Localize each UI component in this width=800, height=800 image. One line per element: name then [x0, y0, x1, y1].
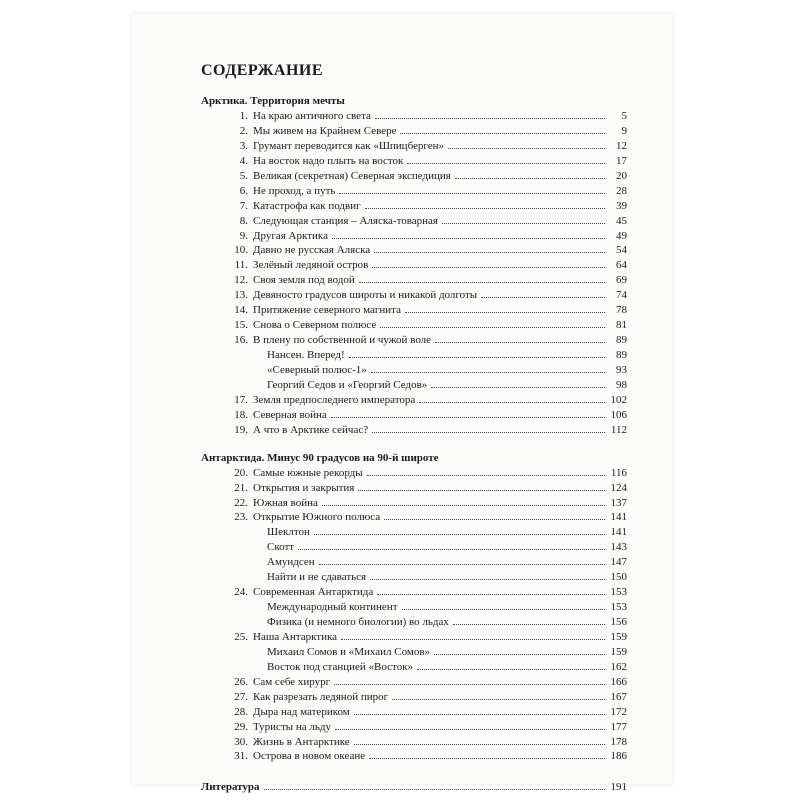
dot-leader	[314, 534, 605, 535]
entry-page-number: 89	[616, 334, 627, 347]
entry-title: Шеклтон	[267, 526, 310, 539]
entry-page-number: 191	[610, 781, 627, 794]
dot-leader	[354, 744, 605, 745]
toc-entry	[197, 720, 627, 735]
entry-title: Восток под станцией «Восток»	[267, 660, 414, 673]
toc-subentry	[197, 600, 627, 615]
toc-subentry	[197, 378, 627, 393]
entry-number: 1.	[239, 110, 248, 122]
entry-number: 5.	[239, 169, 248, 182]
toc-subentry	[197, 348, 627, 363]
entry-title: Найти и не сдаваться	[267, 571, 367, 584]
entry-title: Грумант переводится как «Шпицберген»	[253, 139, 445, 152]
entry-title: На восток надо плыть на восток	[253, 154, 404, 167]
entry-page-number: 177	[610, 720, 627, 733]
entry-number: 12.	[234, 274, 248, 287]
entry-page-number: 9	[621, 124, 627, 137]
toc-subentry	[197, 645, 627, 660]
dot-leader	[442, 223, 605, 224]
entry-title: Дыра над материком	[253, 705, 350, 718]
entry-number: 26.	[234, 675, 248, 688]
entry-page-number: 159	[610, 645, 627, 658]
entry-title: Туристы на льду	[253, 720, 332, 733]
toc-entry	[197, 423, 627, 438]
dot-leader	[377, 594, 605, 595]
entry-title: Давно не русская Аляска	[253, 244, 371, 257]
entry-number: 2.	[239, 124, 248, 137]
book-page	[132, 14, 672, 794]
entry-number: 17.	[234, 393, 248, 406]
toc-subentry	[197, 363, 627, 378]
part-heading-arctic: Арктика. Территория мечты	[201, 95, 345, 107]
entry-title: Острова в новом океане	[253, 750, 366, 763]
entry-page-number: 112	[610, 423, 627, 436]
entry-number: 20.	[234, 466, 248, 479]
entry-number: 29.	[234, 720, 248, 733]
entry-page-number: 74	[616, 289, 627, 302]
dot-leader	[384, 519, 605, 520]
toc-entry	[197, 214, 627, 229]
toc-entry	[197, 705, 627, 720]
entry-title: Зелёный ледяной остров	[253, 259, 369, 272]
toc-entry	[197, 273, 627, 288]
dot-leader	[380, 327, 605, 328]
dot-leader	[298, 549, 605, 550]
entry-title: Амундсен	[267, 556, 315, 569]
entry-title: Самые южные рекорды	[253, 466, 363, 479]
entry-page-number: 156	[610, 616, 627, 628]
toc-entry	[197, 169, 627, 184]
entry-title: Сам себе хирург	[253, 675, 331, 688]
toc-entry	[197, 109, 627, 124]
entry-page-number: 45	[616, 214, 627, 227]
entry-page-number: 78	[616, 304, 627, 317]
toc-entry	[197, 496, 627, 511]
dot-leader	[341, 639, 605, 640]
entry-title: Мы живем на Крайнем Севере	[253, 124, 397, 137]
entry-title: Южная война	[253, 496, 318, 509]
entry-page-number: 116	[610, 466, 627, 479]
dot-leader	[335, 729, 605, 730]
entry-page-number: 141	[610, 526, 627, 539]
dot-leader	[339, 193, 605, 194]
entry-number: 14.	[234, 304, 248, 317]
entry-number: 22.	[234, 496, 248, 509]
toc-entry	[197, 318, 627, 333]
toc-entry	[197, 466, 627, 481]
entry-number: 8.	[239, 214, 248, 227]
toc-entry	[197, 303, 627, 318]
toc-entry	[197, 481, 627, 496]
entry-page-number: 28	[616, 184, 627, 197]
toc-entry	[197, 585, 627, 600]
entry-page-number: 143	[610, 541, 627, 554]
dot-leader	[372, 267, 605, 268]
dot-leader	[371, 372, 605, 373]
toc-entry	[197, 124, 627, 139]
entry-title: Физика (и немного биологии) во льдах	[267, 616, 449, 628]
entry-page-number: 124	[610, 481, 627, 494]
entry-title: Скотт	[267, 541, 295, 554]
entry-page-number: 98	[616, 378, 627, 391]
entry-title: Снова о Северном полюсе	[253, 319, 377, 332]
toc-entry	[197, 690, 627, 705]
dot-leader	[332, 238, 605, 239]
toc-entry	[197, 229, 627, 244]
dot-leader	[369, 758, 605, 759]
entry-page-number: 150	[610, 571, 627, 584]
dot-leader	[264, 789, 605, 790]
entry-title: Наша Антарктика	[253, 630, 338, 643]
entry-number: 13.	[234, 289, 248, 302]
dot-leader	[435, 342, 605, 343]
entry-number: 4.	[239, 154, 248, 167]
entry-page-number: 178	[610, 735, 627, 748]
entry-title: Георгий Седов и «Георгий Седов»	[267, 378, 428, 391]
entry-title: Великая (секретная) Северная экспедиция	[253, 169, 451, 182]
entry-number: 25.	[234, 630, 248, 643]
entry-page-number: 12	[616, 139, 627, 152]
entry-page-number: 17	[616, 154, 627, 167]
dot-leader	[374, 252, 605, 253]
dot-leader	[334, 684, 605, 685]
entry-title: Другая Арктика	[253, 229, 328, 242]
dot-leader	[453, 624, 605, 625]
entry-number: 23.	[234, 511, 248, 524]
entry-page-number: 153	[610, 601, 627, 614]
dot-leader	[481, 297, 605, 298]
entry-page-number: 64	[616, 259, 627, 272]
toc-entry	[197, 139, 627, 154]
entry-title: Михаил Сомов и «Михаил Сомов»	[267, 645, 431, 658]
entry-number: 6.	[239, 184, 248, 197]
entry-title: Катастрофа как подвиг	[253, 199, 361, 212]
dot-leader	[322, 505, 605, 506]
toc-entry	[197, 199, 627, 214]
entry-title: Северная война	[253, 408, 327, 421]
toc-entry	[197, 154, 627, 169]
dot-leader	[448, 148, 605, 149]
toc-entry	[197, 393, 627, 408]
entry-page-number: 172	[610, 705, 627, 718]
entry-page-number: 39	[616, 199, 627, 212]
entry-number: 18.	[234, 408, 248, 421]
entry-number: 19.	[234, 423, 248, 436]
dot-leader	[372, 432, 605, 433]
entry-number: 27.	[234, 690, 248, 703]
toc-subentry	[197, 525, 627, 540]
entry-page-number: 159	[610, 630, 627, 643]
dot-leader	[392, 699, 605, 700]
entry-number: 28.	[234, 705, 248, 718]
entry-page-number: 93	[616, 363, 627, 376]
entry-page-number: 186	[610, 750, 627, 763]
toc-entry	[197, 510, 627, 525]
toc-subentry	[197, 660, 627, 675]
entry-page-number: 141	[610, 511, 627, 524]
toc-subentry	[197, 615, 627, 630]
entry-title: Девяносто градусов широты и никакой долготы	[253, 289, 478, 302]
toc-subentry	[197, 570, 627, 585]
dot-leader	[375, 118, 605, 119]
toc-entry	[197, 675, 627, 690]
entry-title: Литература	[201, 781, 260, 794]
entry-title: Жизнь в Антарктике	[253, 735, 350, 748]
dot-leader	[331, 417, 605, 418]
toc-entry	[197, 749, 627, 764]
dot-leader	[359, 282, 605, 283]
part-entries-antarctica	[197, 466, 627, 765]
entry-title: «Северный полюс-1»	[267, 363, 367, 376]
entry-title: Современная Антарктида	[253, 586, 374, 599]
entry-number: 16.	[234, 334, 248, 347]
entry-title: Открытие Южного полюса	[253, 511, 381, 524]
toc-subentry	[197, 555, 627, 570]
dot-leader	[400, 133, 605, 134]
toc-entry	[197, 408, 627, 423]
entry-number: 9.	[239, 229, 248, 242]
dot-leader	[370, 579, 605, 580]
entry-number: 3.	[239, 139, 248, 152]
dot-leader	[407, 163, 605, 164]
toc-entry	[197, 184, 627, 199]
toc-entry	[197, 288, 627, 303]
toc-entry	[197, 258, 627, 273]
dot-leader	[402, 609, 605, 610]
dot-leader	[365, 208, 605, 209]
entry-page-number: 69	[616, 274, 627, 287]
entry-title: На краю античного света	[253, 110, 371, 122]
part-entries-arctic	[197, 109, 627, 438]
entry-page-number: 167	[610, 690, 627, 703]
dot-leader	[319, 564, 605, 565]
entry-title: Земля предпоследнего императора	[253, 393, 416, 406]
entry-title: Следующая станция – Аляска-товарная	[253, 214, 438, 227]
entry-title: Открытия и закрытия	[253, 481, 355, 494]
dot-leader	[455, 178, 605, 179]
dot-leader	[358, 490, 605, 491]
entry-page-number: 162	[610, 660, 627, 673]
entry-page-number: 137	[610, 496, 627, 509]
entry-title: Международный континент	[267, 601, 398, 614]
dot-leader	[434, 654, 605, 655]
entry-title: Нансен. Вперед!	[267, 349, 345, 361]
entry-number: 11.	[234, 259, 248, 272]
entry-page-number: 20	[616, 169, 627, 182]
entry-page-number: 49	[616, 229, 627, 242]
dot-leader	[354, 714, 605, 715]
entry-page-number: 5	[621, 110, 627, 122]
entry-number: 31.	[234, 750, 248, 763]
entry-page-number: 102	[610, 393, 627, 406]
entry-number: 7.	[239, 199, 248, 212]
entry-page-number: 106	[610, 408, 627, 421]
entry-number: 21.	[234, 481, 248, 494]
entry-title: Как разрезать ледяной пирог	[253, 690, 389, 703]
entry-number: 24.	[234, 586, 248, 599]
entry-page-number: 166	[610, 675, 627, 688]
entry-number: 10.	[234, 244, 248, 257]
toc-subentry	[197, 540, 627, 555]
entry-title: А что в Арктике сейчас?	[253, 423, 369, 436]
toc-title: СОДЕРЖАНИЕ	[201, 62, 324, 79]
entry-page-number: 54	[616, 244, 627, 257]
toc-entry	[197, 333, 627, 348]
entry-number: 30.	[234, 735, 248, 748]
toc-entry	[197, 735, 627, 750]
entry-title: В плену по собственной и чужой воле	[253, 334, 432, 347]
part-heading-antarctica: Антарктида. Минус 90 градусов на 90-й широте	[201, 451, 439, 464]
entry-page-number: 89	[616, 349, 627, 361]
dot-leader	[349, 357, 605, 358]
entry-page-number: 153	[610, 586, 627, 599]
table-of-contents	[197, 62, 627, 795]
toc-entry	[197, 630, 627, 645]
dot-leader	[367, 475, 605, 476]
toc-entry	[197, 243, 627, 258]
dot-leader	[405, 312, 605, 313]
entry-page-number: 147	[610, 556, 627, 569]
entry-page-number: 81	[616, 319, 627, 332]
dot-leader	[417, 669, 605, 670]
entry-title: Своя земля под водой	[253, 274, 355, 287]
entry-title: Притяжение северного магнита	[253, 304, 401, 317]
dot-leader	[419, 402, 605, 403]
entry-number: 15.	[234, 319, 248, 332]
toc-entry-literature	[201, 780, 627, 795]
entry-title: Не проход, а путь	[253, 184, 336, 197]
dot-leader	[431, 387, 605, 388]
